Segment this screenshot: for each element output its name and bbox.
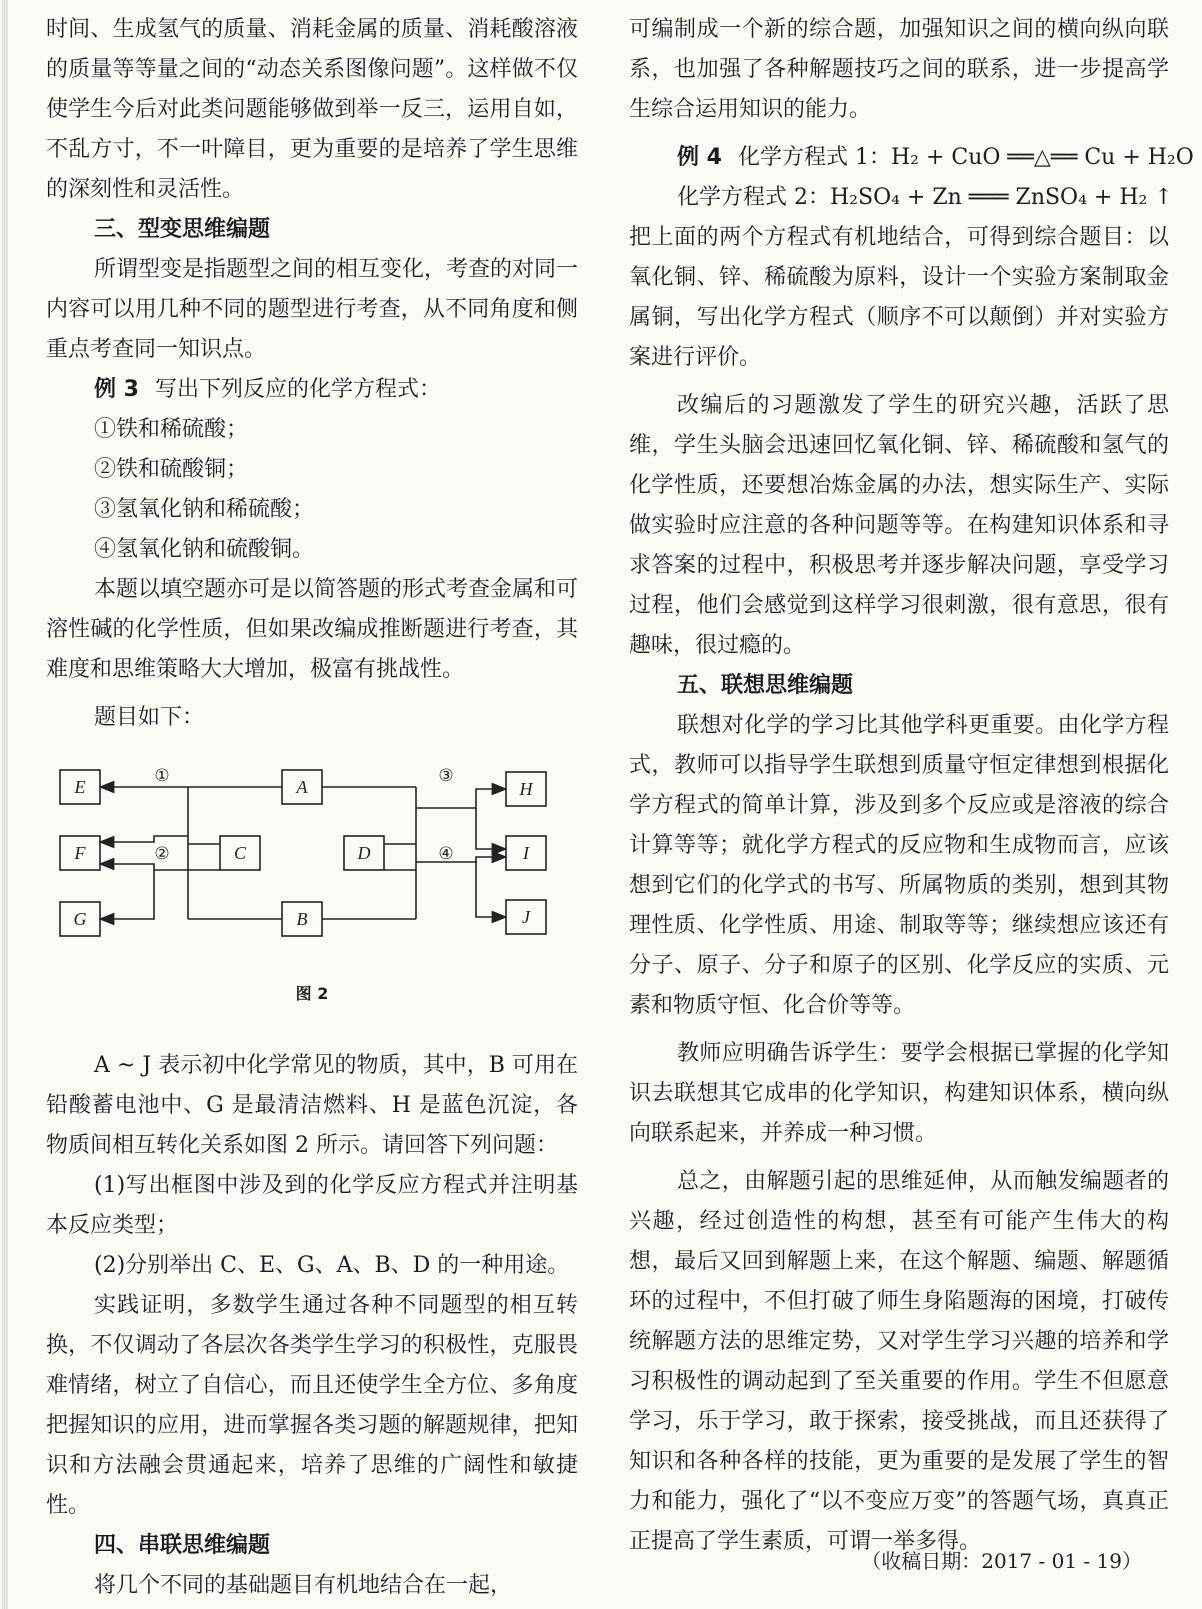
example-4-label: 例 4 — [677, 145, 722, 170]
label-c: C — [233, 843, 247, 863]
question-2: (2)分别举出 C、E、G、A、B、D 的一种用途。 — [94, 1253, 570, 1278]
example-3-text: 写出下列反应的化学方程式： — [154, 377, 441, 402]
eq2-prefix: 化学方程式 2： — [677, 185, 830, 210]
label-b: B — [296, 909, 308, 929]
question-1: (1)写出框图中涉及到的化学反应方程式并注明基本反应类型； — [46, 1173, 578, 1238]
timu-line: 题目如下： — [94, 705, 205, 730]
eq1-prefix: 化学方程式 1： — [737, 145, 891, 170]
circle-4: ④ — [438, 844, 454, 864]
jiaoshi-paragraph: 教师应明确告诉学生：要学会根据已掌握的化学知识去联想其它成串的化学知识，构建知识体系，横向纵向联系起来，并养成一种习惯。 — [629, 1041, 1169, 1146]
label-j: J — [522, 907, 530, 927]
zongzhi-paragraph: 总之，由解题引起的思维延伸，从而触发编题者的兴趣，经过创造性的构想，甚至有可能产生伟大的构想，最后又回到解题上来，在这个解题、编题、解题循环的过程中，不但打破了师生身陷题海的困境，打破传统解题方法的思维定势，又对学生学习兴趣的培养和学习积极性的调动起到了至关重要的作用。学生不但愿意学习，乐于学习，敢于探索，接受挑战，而且还获得了知识和各种各样的技能，更为重要的是发展了学生的智力和能力，强化了“以不变应万变”的答题气场，真真正正提高了学生素质，可谓一举多得。 — [629, 1169, 1169, 1554]
lianxiang-paragraph: 联想对化学的学习比其他学科更重要。由化学方程式，教师可以指导学生联想到质量守恒定律想到根据化学方程式的简单计算，涉及到多个反应或是溶液的综合计算等等；就化学方程式的反应物和生成物而言，应该想到它们的化学式的书写、所属物质的类别，想到其物理性质、化学性质、用途、制取等等；继续想应该还有分子、原子、分子和原子的区别、化学反应的实质、元素和物质守恒、化合价等等。 — [629, 713, 1169, 1018]
benti-paragraph: 本题以填空题亦可是以简答题的形式考查金属和可溶性碱的化学性质，但如果改编成推断题进行考查，其难度和思维策略大大增加，极富有挑战性。 — [46, 577, 579, 682]
circle-2: ② — [154, 844, 170, 864]
circle-1: ① — [154, 766, 170, 786]
eq2-formula: H₂SO₄ + Zn ═══ ZnSO₄ + H₂ ↑ — [830, 185, 1173, 210]
example-3-item: ③氢氧化钠和稀硫酸； — [94, 497, 315, 522]
example-3 — [46, 370, 578, 410]
label-i: I — [523, 843, 529, 863]
page-edge — [2, 0, 8, 1609]
right-column — [629, 10, 1194, 1562]
section-heading-3: 三、型变思维编题 — [94, 217, 271, 242]
shijian-paragraph: 实践证明，多数学生通过各种不同题型的相互转换，不仅调动了各层次各类学生学习的积极性，克服畏难情绪，树立了自信心，而且还使学生全方位、多角度把握知识的应用，进而掌握各类习题的解题规律，把知识和方法融会贯通起来，培养了思维的广阔性和敏捷性。 — [46, 1293, 578, 1518]
example-3-item: ④氢氧化钠和硫酸铜。 — [94, 537, 315, 562]
label-d: D — [357, 843, 371, 863]
intro-paragraph: 时间、生成氢气的质量、消耗金属的质量、消耗酸溶液的质量等等量之间的“动态关系图像问题”。这样做不仅使学生今后对此类问题能够做到举一反三，运用自如，不乱方寸，不一叶障目，更为重要的是培养了学生思维的深刻性和灵活性。 — [46, 17, 578, 202]
circle-3: ③ — [438, 766, 454, 786]
figure-2-diagram — [46, 748, 578, 1046]
combine-paragraph: 把上面的两个方程式有机地结合，可得到综合题目：以氧化铜、锌、稀硫酸为原料，设计一个实验方案制取金属铜，写出化学方程式（顺序不可以颠倒）并对实验方案进行评价。 — [629, 225, 1169, 370]
example-4-eq1 — [629, 138, 1194, 178]
label-h: H — [519, 779, 533, 799]
continuation-paragraph: 可编制成一个新的综合题，加强知识之间的横向纵向联系，也加强了各种解题技巧之间的联系，进一步提高学生综合运用知识的能力。 — [629, 17, 1169, 122]
figure-caption: 图 2 — [295, 984, 329, 1003]
section-heading-4: 四、串联思维编题 — [94, 1533, 271, 1558]
label-a: A — [296, 777, 308, 797]
gaibian-paragraph: 改编后的习题激发了学生的研究兴趣，活跃了思维，学生头脑会迅速回忆氧化铜、锌、稀硫酸和氢气的化学性质，还要想冶炼金属的办法，想实际生产、实际做实验时应注意的各种问题等等。在构建知识体系和寻求答案的过程中，积极思考并逐步解决问题，享受学习过程，他们会感觉到这样学习很刺激，很有意思，很有趣味，很过瘾的。 — [629, 393, 1169, 658]
section-heading-5: 五、联想思维编题 — [677, 673, 854, 698]
label-f: F — [74, 843, 86, 863]
chuanlian-paragraph: 将几个不同的基础题目有机地结合在一起， — [94, 1573, 513, 1598]
flow-diagram — [46, 748, 578, 998]
label-e: E — [74, 777, 86, 797]
example-4-eq2 — [629, 178, 1173, 218]
example-3-item: ②铁和硫酸铜； — [94, 457, 249, 482]
label-g: G — [73, 909, 87, 929]
example-3-item: ①铁和稀硫酸； — [94, 417, 249, 442]
xingbian-paragraph: 所谓型变是指题型之间的相互变化，考查的对同一内容可以用几种不同的题型进行考查，从不同角度和侧重点考查同一知识点。 — [46, 257, 579, 362]
left-column — [46, 10, 578, 1606]
eq1-formula: H₂ + CuO ══△══ Cu + H₂O — [890, 145, 1194, 170]
received-date: （收稿日期：2017 - 01 - 19） — [861, 1549, 1142, 1573]
aj-paragraph: A ~ J 表示初中化学常见的物质，其中，B 可用在铅酸蓄电池中、G 是最清洁燃料、H 是蓝色沉淀，各物质间相互转化关系如图 2 所示。请回答下列问题： — [46, 1053, 578, 1158]
example-3-label: 例 3 — [94, 377, 139, 402]
